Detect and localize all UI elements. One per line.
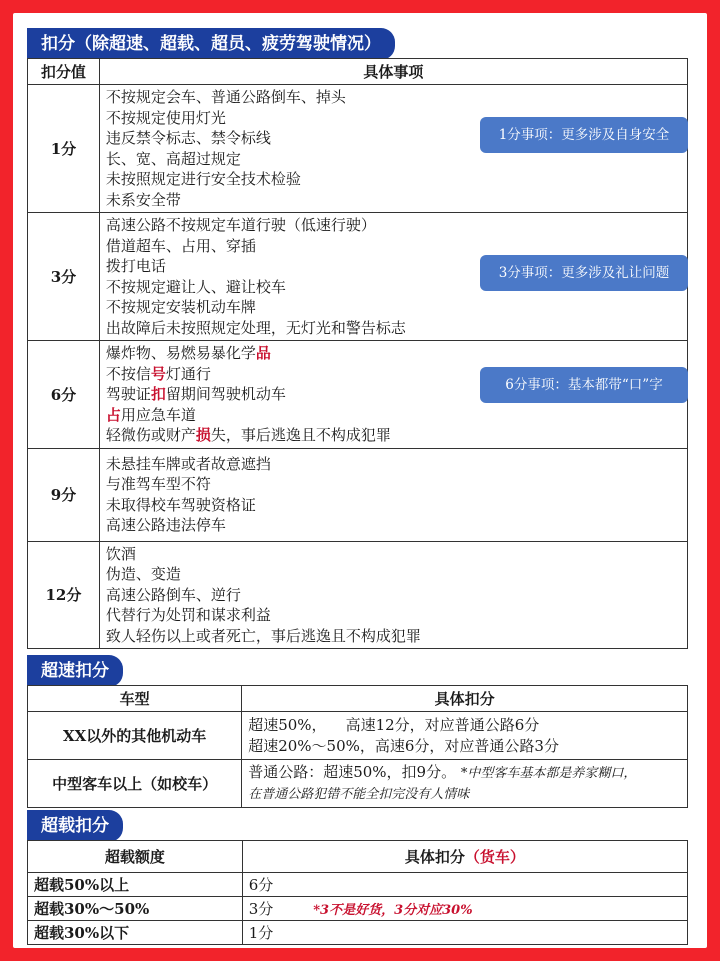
points-value: 12分 — [28, 541, 100, 649]
points-value: 6分 — [28, 341, 100, 449]
list-item: 饮酒 — [105, 544, 136, 563]
list-item: 不按规定安装机动车牌 — [105, 298, 256, 316]
overload-amount: 超载50%以上 — [28, 873, 243, 897]
overload-detail: 3分 *3不是好货，3分对应30% — [242, 897, 687, 921]
list-item: 高速公路倒车、逆行 — [105, 585, 241, 604]
note-pill-1: 1分事项：更多涉及自身安全 — [480, 117, 688, 153]
vehicle-type: 中型客车以上（如校车） — [28, 760, 242, 808]
bus-note: *中型客车基本都是养家糊口， — [460, 766, 637, 781]
list-item: 致人轻伤以上或者死亡，事后逃逸且不构成犯罪 — [105, 626, 421, 645]
section-title-overload: 超载扣分 — [27, 810, 123, 842]
list-item: 未悬挂车牌或者故意遮挡 — [105, 454, 271, 473]
overload-amount: 超载30%以下 — [28, 921, 243, 945]
list-item: 占用应急车道 — [105, 405, 196, 424]
highlight-char: 占 — [105, 405, 121, 424]
section-title-speeding: 超速扣分 — [27, 655, 123, 687]
header-detail: 具体扣分 — [242, 686, 688, 712]
highlight-char: 号 — [150, 364, 166, 383]
items-cell — [99, 448, 687, 541]
list-item: 拨打电话 — [105, 257, 166, 275]
list-item: 未取得校车驾驶资格证 — [105, 495, 256, 514]
truck-tag: （货车） — [464, 848, 525, 866]
list-item: 高速公路不按规定车道行驶（低速行驶） — [105, 216, 376, 234]
list-item: 不按信号灯通行 — [105, 364, 211, 383]
list-item: 与准驾车型不符 — [105, 475, 211, 493]
points-value: 3分 — [28, 213, 100, 341]
vehicle-type: XX以外的其他机动车 — [28, 712, 242, 760]
bus-note-cont: 在普通公路犯错不能全扣完没有人情味 — [248, 786, 470, 802]
list-item: 高速公路违法停车 — [105, 516, 226, 534]
points-row-12 — [28, 541, 688, 649]
highlight-char: 扣 — [150, 385, 166, 403]
note-pill-6: 6分事项：基本都带“口”字 — [480, 367, 688, 403]
detail-line: 超速20%～50%，高速6分，对应普通公路3分 — [248, 736, 559, 755]
speeding-row-other — [28, 712, 688, 760]
overload-table — [27, 840, 688, 945]
overload-row — [28, 873, 688, 897]
list-item: 不按规定避让人、避让校车 — [105, 277, 286, 296]
speeding-table — [27, 685, 688, 808]
items-cell — [99, 541, 687, 649]
list-item: 不按规定使用灯光 — [105, 108, 226, 127]
header-items: 具体事项 — [99, 59, 687, 85]
points-value: 9分 — [28, 448, 100, 541]
overload-row — [28, 921, 688, 945]
section-title-points: 扣分（除超速、超载、超员、疲劳驾驶情况） — [27, 28, 395, 60]
header-vehicle-type: 车型 — [28, 686, 242, 712]
overload-detail: 6分 — [242, 873, 687, 897]
detail-line: 普通公路：超速50%，扣9分。 *中型客车基本都是养家糊口， — [248, 763, 637, 781]
list-item: 未按照规定进行安全技术检验 — [105, 170, 301, 188]
list-item: 未系安全带 — [105, 190, 181, 209]
header-overload-detail: 具体扣分（货车） — [242, 841, 687, 873]
list-item: 长、宽、高超过规定 — [105, 149, 241, 168]
list-item: 不按规定会车、普通公路倒车、掉头 — [105, 88, 346, 106]
detail-line: 超速50%， 高速12分，对应普通公路6分 — [248, 716, 540, 734]
list-item: 出故障后未按照规定处理，无灯光和警告标志 — [105, 318, 406, 337]
note-pill-3: 3分事项：更多涉及礼让问题 — [480, 255, 688, 291]
list-item: 违反禁令标志、禁令标线 — [105, 129, 271, 147]
overload-detail: 1分 — [242, 921, 687, 945]
detail-cell — [242, 760, 688, 808]
overload-note: *3不是好货，3分对应30% — [313, 903, 473, 918]
highlight-char: 品 — [255, 344, 271, 362]
overload-amount: 超载30%～50% — [28, 897, 243, 921]
header-points: 扣分值 — [28, 59, 100, 85]
list-item: 借道超车、占用、穿插 — [105, 236, 256, 255]
speeding-row-bus — [28, 760, 688, 808]
points-row-9 — [28, 448, 688, 541]
detail-cell — [242, 712, 688, 760]
header-amount: 超载额度 — [28, 841, 243, 873]
list-item: 代替行为处罚和谋求利益 — [105, 606, 271, 624]
highlight-char: 损 — [195, 426, 211, 444]
list-item: 伪造、变造 — [105, 565, 181, 583]
list-item: 驾驶证扣留期间驾驶机动车 — [105, 385, 286, 403]
list-item: 轻微伤或财产损失，事后逃逸且不构成犯罪 — [105, 426, 391, 444]
list-item: 爆炸物、易燃易暴化学品 — [105, 344, 271, 362]
points-value: 1分 — [28, 85, 100, 213]
overload-row — [28, 897, 688, 921]
